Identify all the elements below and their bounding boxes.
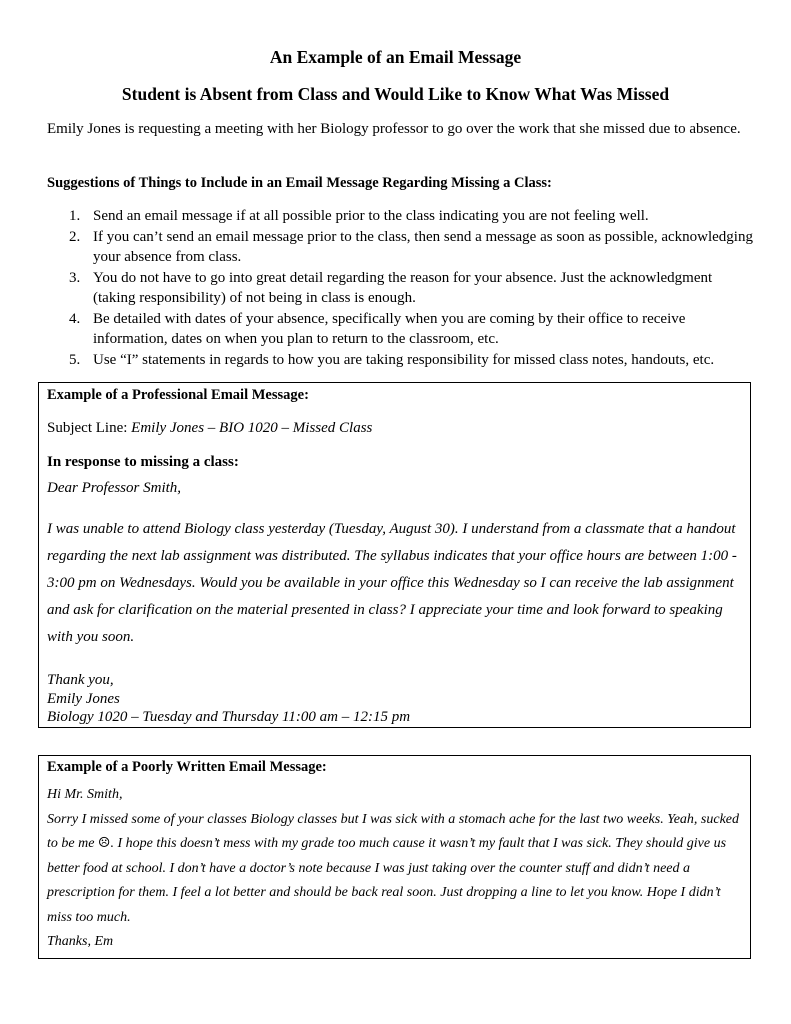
- closing-course: Biology 1020 – Tuesday and Thursday 11:00 am – 12:15 pm: [47, 709, 411, 725]
- poor-email-content: [47, 783, 747, 955]
- response-heading: In response to missing a class:: [47, 454, 239, 470]
- suggestion-number: 3.: [69, 269, 81, 286]
- suggestion-text: If you can’t send an email message prior to the class, then send a message as soon as possible, acknowledging your absence from class.: [93, 228, 753, 265]
- suggestion-item: [47, 206, 757, 227]
- suggestion-text: Be detailed with dates of your absence, specifically when you are coming by their office to receive information, dates on when you plan to return to the classroom, etc.: [93, 310, 686, 347]
- document-title: An Example of an Email Message: [269, 47, 522, 67]
- suggestion-number: 1.: [69, 208, 81, 224]
- subject-label: Subject Line:: [47, 420, 128, 436]
- subject-value: Emily Jones – BIO 1020 – Missed Class: [131, 420, 373, 436]
- suggestion-number: 4.: [69, 310, 81, 327]
- document-subtitle: Student is Absent from Class and Would Like to Know What Was Missed: [121, 84, 670, 104]
- suggestion-item: [47, 268, 757, 309]
- suggestions-list: [47, 206, 757, 370]
- suggestion-item: [47, 350, 757, 371]
- professional-email-box: [38, 382, 751, 728]
- closing-line: Thank you,: [47, 672, 114, 688]
- poor-email-signoff: Thanks, Em: [47, 934, 114, 949]
- suggestion-item: [47, 227, 757, 268]
- subject-line: [47, 420, 372, 437]
- suggestion-number: 5.: [69, 351, 81, 368]
- intro-paragraph: Emily Jones is requesting a meeting with her Biology professor to go over the work that she missed due to absence.: [47, 121, 741, 137]
- poor-email-heading: Example of a Poorly Written Email Message:: [47, 759, 327, 775]
- poor-email-body: Sorry I missed some of your classes Biology classes but I was sick with a stomach ache for the last two weeks. Yeah, sucked to be me ☹. I hope this doesn’t mess with my grade too much cause it wasn’t my fault that I was sick. They should give us better food at school. I don’t have a doctor’s note because I was just taking over the counter stuff and didn’t need a prescription for them. I feel a lot better and should be back real soon. Just dropping a line to let you know. Hope I didn’t miss too much.: [47, 811, 740, 925]
- suggestion-item: [47, 309, 757, 350]
- professional-email-heading: Example of a Professional Email Message:: [47, 387, 309, 403]
- poor-email-box: [38, 755, 751, 959]
- suggestions-heading: Suggestions of Things to Include in an Email Message Regarding Missing a Class:: [47, 175, 552, 191]
- email-closing: [47, 671, 410, 727]
- email-salutation: Dear Professor Smith,: [47, 480, 182, 496]
- closing-name: Emily Jones: [47, 690, 120, 707]
- suggestion-number: 2.: [69, 228, 81, 245]
- suggestion-text: Use “I” statements in regards to how you are taking responsibility for missed class notes, handouts, etc.: [93, 351, 715, 368]
- suggestion-text: Send an email message if at all possible prior to the class indicating you are not feeling well.: [93, 208, 649, 224]
- suggestion-text: You do not have to go into great detail regarding the reason for your absence. Just the acknowledgment (taking responsibility) of not being in class is enough.: [93, 269, 713, 306]
- email-body: I was unable to attend Biology class yesterday (Tuesday, August 30). I understand from a classmate that a handout regarding the next lab assignment was distributed. The syllabus indicates that your office hours are between 1:00 - 3:00 pm on Wednesdays. Would you be available in your office this Wednesday so I can receive the lab assignment and ask for clarification on the material presented in class? I appreciate your time and look forward to speaking with you soon.: [47, 521, 737, 645]
- poor-email-greeting: Hi Mr. Smith,: [47, 787, 123, 802]
